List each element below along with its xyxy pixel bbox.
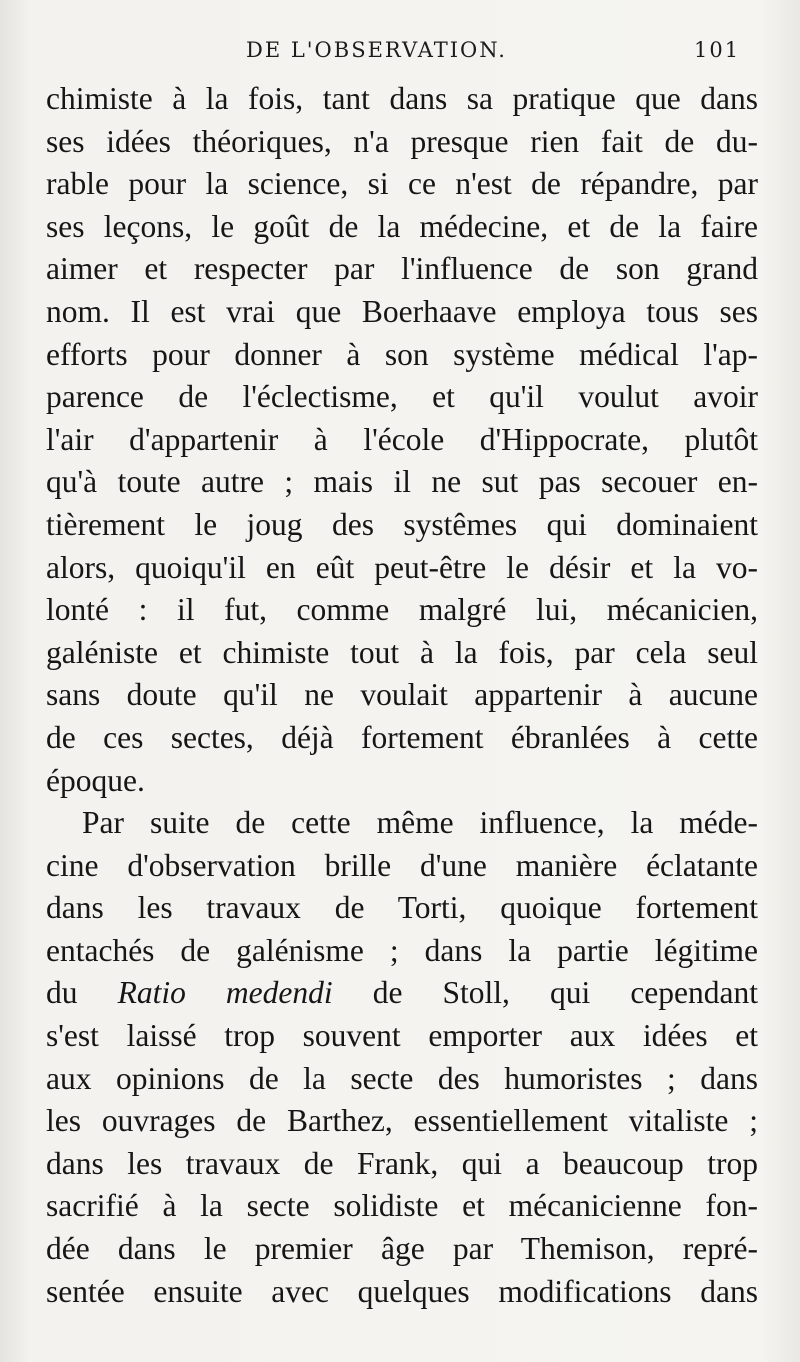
text-line: sacrifié à la secte solidiste et mécanicienne fon-: [46, 1188, 758, 1224]
text-line: époque.: [46, 762, 145, 798]
text-line: les ouvrages de Barthez, essentiellement vitaliste ;: [46, 1103, 758, 1139]
text-line: entachés de galénisme ; dans la partie légitime: [46, 932, 758, 968]
text-line: efforts pour donner à son système médical l'ap-: [46, 336, 758, 372]
text-line: lonté : il fut, comme malgré lui, mécanicien,: [46, 592, 758, 628]
text-line: galéniste et chimiste tout à la fois, par cela seul: [46, 634, 758, 670]
text-line: cine d'observation brille d'une manière éclatante: [46, 847, 758, 883]
text-line: de ces sectes, déjà fortement ébranlées à cette: [46, 719, 758, 755]
text-line: qu'à toute autre ; mais il ne sut pas secouer en-: [46, 464, 758, 500]
text-line: nom. Il est vrai que Boerhaave employa tous ses: [46, 293, 758, 329]
page-number: 101: [694, 38, 741, 62]
text-line: s'est laissé trop souvent emporter aux idées et: [46, 1018, 758, 1054]
page-header: [0, 34, 800, 74]
body-text: [46, 78, 758, 1313]
text-segment: de Stoll, qui cependant: [332, 975, 758, 1011]
text-line: dans les travaux de Frank, qui a beaucoup trop: [46, 1145, 758, 1181]
text-line-with-italic: [46, 972, 758, 1015]
running-title: DE L'OBSERVATION.: [246, 38, 507, 62]
text-segment: du: [46, 975, 118, 1011]
text-line: sans doute qu'il ne voulait appartenir à aucune: [46, 677, 758, 713]
text-line: dans les travaux de Torti, quoique fortement: [46, 890, 758, 926]
text-line: l'air d'appartenir à l'école d'Hippocrate, plutôt: [46, 421, 758, 457]
text-line: parence de l'éclectisme, et qu'il voulut avoir: [46, 379, 758, 415]
text-line: Par suite de cette même influence, la méde-: [82, 805, 758, 841]
text-line: aimer et respecter par l'influence de son grand: [46, 251, 758, 287]
text-line: chimiste à la fois, tant dans sa pratique que dans: [46, 81, 758, 116]
paragraph-2: [46, 802, 758, 1313]
text-line: ses idées théoriques, n'a presque rien fait de du-: [46, 123, 758, 159]
text-line: ses leçons, le goût de la médecine, et de la faire: [46, 208, 758, 244]
paragraph-1: [46, 78, 758, 802]
text-line: aux opinions de la secte des humoristes ; dans: [46, 1060, 758, 1096]
text-line: rable pour la science, si ce n'est de répandre, par: [46, 166, 758, 202]
italic-title: Ratio medendi: [117, 975, 333, 1011]
text-line: tièrement le joug des systêmes qui dominaient: [46, 506, 758, 542]
text-line: sentée ensuite avec quelques modifications dans: [46, 1273, 758, 1309]
text-line: alors, quoiqu'il en eût peut-être le désir et la vo-: [46, 549, 758, 585]
text-line: dée dans le premier âge par Themison, repré-: [46, 1231, 758, 1267]
